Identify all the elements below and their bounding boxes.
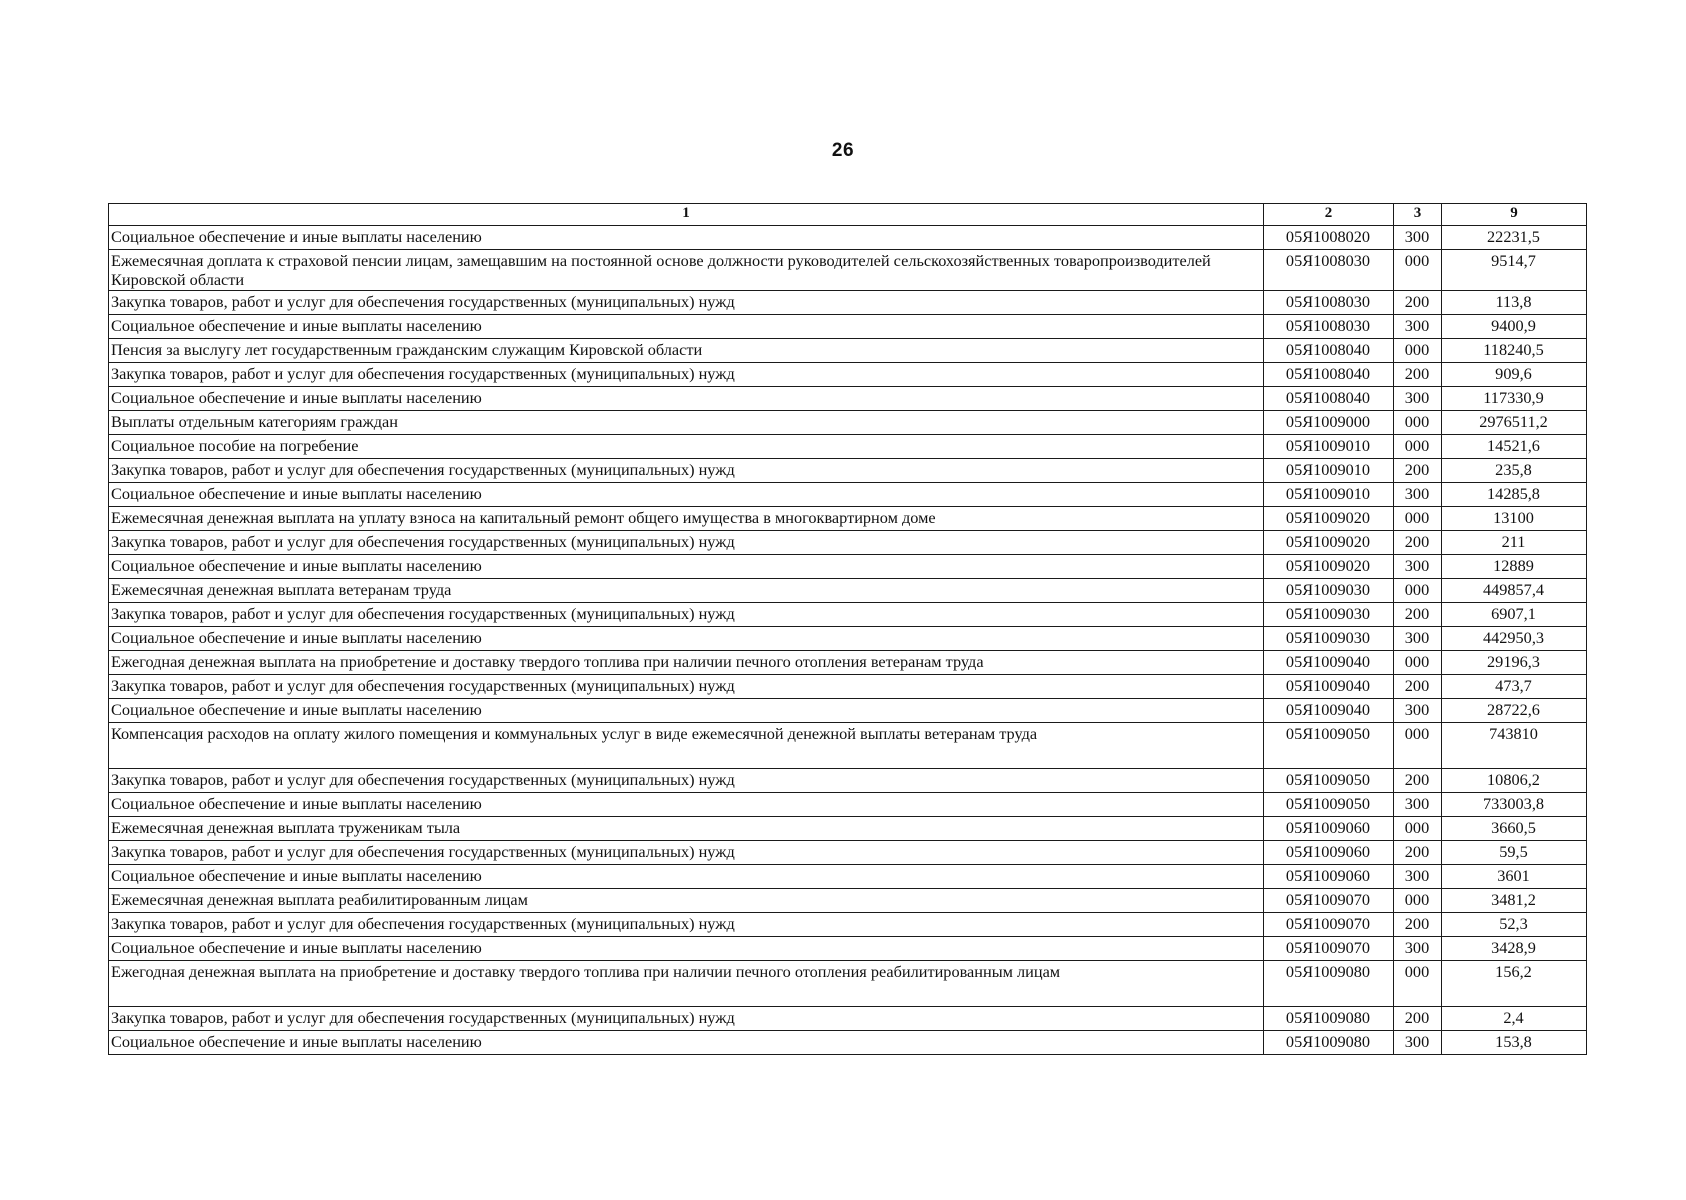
- row-name: Социальное обеспечение и иные выплаты населению: [109, 793, 1264, 817]
- table-row: [109, 913, 1587, 937]
- table-row: [109, 315, 1587, 339]
- row-name: Ежемесячная денежная выплата ветеранам труда: [109, 579, 1264, 603]
- row-code: 05Я1009020: [1264, 531, 1394, 555]
- row-code: 05Я1009020: [1264, 555, 1394, 579]
- row-name: Закупка товаров, работ и услуг для обеспечения государственных (муниципальных) нужд: [109, 363, 1264, 387]
- row-name: Социальное обеспечение и иные выплаты населению: [109, 1031, 1264, 1055]
- row-code: 05Я1009050: [1264, 769, 1394, 793]
- row-code: 05Я1009030: [1264, 603, 1394, 627]
- row-type: 000: [1394, 435, 1442, 459]
- table-row: [109, 769, 1587, 793]
- row-type: 300: [1394, 937, 1442, 961]
- row-code: 05Я1009030: [1264, 579, 1394, 603]
- row-type: 200: [1394, 913, 1442, 937]
- row-amount: 3660,5: [1442, 817, 1587, 841]
- row-type: 000: [1394, 507, 1442, 531]
- row-amount: 3428,9: [1442, 937, 1587, 961]
- row-name: Ежемесячная денежная выплата на уплату взноса на капитальный ремонт общего имущества в многоквартирном доме: [109, 507, 1264, 531]
- row-name: Социальное обеспечение и иные выплаты населению: [109, 627, 1264, 651]
- row-amount: 3481,2: [1442, 889, 1587, 913]
- row-code: 05Я1009050: [1264, 723, 1394, 769]
- row-amount: 449857,4: [1442, 579, 1587, 603]
- row-name: Закупка товаров, работ и услуг для обеспечения государственных (муниципальных) нужд: [109, 913, 1264, 937]
- row-amount: 909,6: [1442, 363, 1587, 387]
- row-amount: 12889: [1442, 555, 1587, 579]
- row-amount: 9400,9: [1442, 315, 1587, 339]
- row-type: 000: [1394, 339, 1442, 363]
- table-row: [109, 603, 1587, 627]
- row-amount: 14521,6: [1442, 435, 1587, 459]
- row-type: 200: [1394, 675, 1442, 699]
- row-code: 05Я1009080: [1264, 961, 1394, 1007]
- row-code: 05Я1008040: [1264, 387, 1394, 411]
- header-col-amount: 9: [1442, 204, 1587, 226]
- table-row: [109, 579, 1587, 603]
- row-amount: 14285,8: [1442, 483, 1587, 507]
- row-code: 05Я1009060: [1264, 865, 1394, 889]
- table-row: [109, 889, 1587, 913]
- row-name: Закупка товаров, работ и услуг для обеспечения государственных (муниципальных) нужд: [109, 841, 1264, 865]
- row-name: Закупка товаров, работ и услуг для обеспечения государственных (муниципальных) нужд: [109, 459, 1264, 483]
- table-row: [109, 226, 1587, 250]
- row-amount: 9514,7: [1442, 250, 1587, 291]
- row-type: 000: [1394, 723, 1442, 769]
- row-type: 200: [1394, 291, 1442, 315]
- row-name: Социальное обеспечение и иные выплаты населению: [109, 865, 1264, 889]
- row-code: 05Я1009060: [1264, 841, 1394, 865]
- table-row: [109, 627, 1587, 651]
- row-type: 000: [1394, 889, 1442, 913]
- row-type: 300: [1394, 793, 1442, 817]
- table-row: [109, 1031, 1587, 1055]
- row-type: 300: [1394, 387, 1442, 411]
- row-code: 05Я1008020: [1264, 226, 1394, 250]
- row-code: 05Я1009010: [1264, 483, 1394, 507]
- row-amount: 2976511,2: [1442, 411, 1587, 435]
- row-type: 000: [1394, 961, 1442, 1007]
- table-row: [109, 937, 1587, 961]
- row-name: Ежегодная денежная выплата на приобретение и доставку твердого топлива при наличии печного отопления ветеранам труда: [109, 651, 1264, 675]
- row-code: 05Я1009020: [1264, 507, 1394, 531]
- row-type: 000: [1394, 579, 1442, 603]
- table-row: [109, 483, 1587, 507]
- row-name: Закупка товаров, работ и услуг для обеспечения государственных (муниципальных) нужд: [109, 675, 1264, 699]
- table-row: [109, 507, 1587, 531]
- row-code: 05Я1009010: [1264, 435, 1394, 459]
- row-type: 300: [1394, 627, 1442, 651]
- row-name: Социальное пособие на погребение: [109, 435, 1264, 459]
- row-amount: 29196,3: [1442, 651, 1587, 675]
- table-row: [109, 435, 1587, 459]
- row-type: 200: [1394, 459, 1442, 483]
- table-row: [109, 363, 1587, 387]
- row-code: 05Я1008040: [1264, 363, 1394, 387]
- row-code: 05Я1009080: [1264, 1007, 1394, 1031]
- table-row: [109, 817, 1587, 841]
- row-code: 05Я1009070: [1264, 913, 1394, 937]
- row-name: Закупка товаров, работ и услуг для обеспечения государственных (муниципальных) нужд: [109, 531, 1264, 555]
- row-amount: 10806,2: [1442, 769, 1587, 793]
- table-row: [109, 531, 1587, 555]
- row-type: 300: [1394, 315, 1442, 339]
- row-name: Социальное обеспечение и иные выплаты населению: [109, 387, 1264, 411]
- row-code: 05Я1008030: [1264, 315, 1394, 339]
- table-row: [109, 339, 1587, 363]
- table-row: [109, 865, 1587, 889]
- row-code: 05Я1009040: [1264, 651, 1394, 675]
- table-row: [109, 723, 1587, 769]
- table-row: [109, 555, 1587, 579]
- row-code: 05Я1009080: [1264, 1031, 1394, 1055]
- row-amount: 13100: [1442, 507, 1587, 531]
- row-name: Закупка товаров, работ и услуг для обеспечения государственных (муниципальных) нужд: [109, 291, 1264, 315]
- table-row: [109, 250, 1587, 291]
- row-type: 300: [1394, 865, 1442, 889]
- row-type: 000: [1394, 250, 1442, 291]
- row-amount: 6907,1: [1442, 603, 1587, 627]
- row-name: Социальное обеспечение и иные выплаты населению: [109, 937, 1264, 961]
- row-name: Социальное обеспечение и иные выплаты населению: [109, 555, 1264, 579]
- row-name: Ежемесячная денежная выплата реабилитированным лицам: [109, 889, 1264, 913]
- row-name: Социальное обеспечение и иные выплаты населению: [109, 483, 1264, 507]
- row-type: 200: [1394, 531, 1442, 555]
- row-name: Компенсация расходов на оплату жилого помещения и коммунальных услуг в виде ежемесячной денежной выплаты ветеранам труда: [109, 723, 1264, 769]
- row-amount: 473,7: [1442, 675, 1587, 699]
- row-amount: 113,8: [1442, 291, 1587, 315]
- row-type: 300: [1394, 483, 1442, 507]
- row-code: 05Я1009070: [1264, 889, 1394, 913]
- row-name: Ежегодная денежная выплата на приобретение и доставку твердого топлива при наличии печного отопления реабилитированным лицам: [109, 961, 1264, 1007]
- row-amount: 28722,6: [1442, 699, 1587, 723]
- row-amount: 52,3: [1442, 913, 1587, 937]
- row-amount: 153,8: [1442, 1031, 1587, 1055]
- table-row: [109, 387, 1587, 411]
- row-type: 200: [1394, 841, 1442, 865]
- table-row: [109, 1007, 1587, 1031]
- row-name: Закупка товаров, работ и услуг для обеспечения государственных (муниципальных) нужд: [109, 603, 1264, 627]
- table-row: [109, 411, 1587, 435]
- table-row: [109, 699, 1587, 723]
- row-amount: 22231,5: [1442, 226, 1587, 250]
- row-code: 05Я1008030: [1264, 291, 1394, 315]
- row-code: 05Я1009070: [1264, 937, 1394, 961]
- row-amount: 2,4: [1442, 1007, 1587, 1031]
- row-type: 200: [1394, 363, 1442, 387]
- row-type: 000: [1394, 817, 1442, 841]
- table-row: [109, 675, 1587, 699]
- table-row: [109, 291, 1587, 315]
- row-type: 200: [1394, 1007, 1442, 1031]
- row-amount: 59,5: [1442, 841, 1587, 865]
- row-code: 05Я1008030: [1264, 250, 1394, 291]
- row-amount: 743810: [1442, 723, 1587, 769]
- row-name: Закупка товаров, работ и услуг для обеспечения государственных (муниципальных) нужд: [109, 1007, 1264, 1031]
- row-name: Социальное обеспечение и иные выплаты населению: [109, 699, 1264, 723]
- row-type: 300: [1394, 555, 1442, 579]
- table-body: [109, 226, 1587, 1055]
- row-amount: 211: [1442, 531, 1587, 555]
- row-code: 05Я1009030: [1264, 627, 1394, 651]
- row-amount: 156,2: [1442, 961, 1587, 1007]
- row-type: 200: [1394, 603, 1442, 627]
- table-header: [109, 204, 1587, 226]
- row-code: 05Я1009060: [1264, 817, 1394, 841]
- row-type: 000: [1394, 411, 1442, 435]
- row-name: Ежемесячная доплата к страховой пенсии лицам, замещавшим на постоянной основе должности руководителей сельскохозяйственных товаропроизводителей Кировской области: [109, 250, 1264, 291]
- row-name: Выплаты отдельным категориям граждан: [109, 411, 1264, 435]
- page-number: 26: [831, 140, 855, 161]
- row-code: 05Я1009010: [1264, 459, 1394, 483]
- row-code: 05Я1008040: [1264, 339, 1394, 363]
- row-type: 300: [1394, 226, 1442, 250]
- row-code: 05Я1009040: [1264, 699, 1394, 723]
- row-amount: 235,8: [1442, 459, 1587, 483]
- row-amount: 442950,3: [1442, 627, 1587, 651]
- row-type: 000: [1394, 651, 1442, 675]
- row-amount: 733003,8: [1442, 793, 1587, 817]
- header-col-code: 2: [1264, 204, 1394, 226]
- table-row: [109, 651, 1587, 675]
- header-row: [109, 204, 1587, 226]
- row-name: Пенсия за выслугу лет государственным гражданским служащим Кировской области: [109, 339, 1264, 363]
- table-row: [109, 793, 1587, 817]
- row-name: Социальное обеспечение и иные выплаты населению: [109, 226, 1264, 250]
- row-type: 300: [1394, 699, 1442, 723]
- header-col-name: 1: [109, 204, 1264, 226]
- row-amount: 118240,5: [1442, 339, 1587, 363]
- row-code: 05Я1009050: [1264, 793, 1394, 817]
- row-amount: 3601: [1442, 865, 1587, 889]
- table-row: [109, 961, 1587, 1007]
- table-row: [109, 841, 1587, 865]
- row-name: Закупка товаров, работ и услуг для обеспечения государственных (муниципальных) нужд: [109, 769, 1264, 793]
- table-row: [109, 459, 1587, 483]
- row-code: 05Я1009000: [1264, 411, 1394, 435]
- row-name: Ежемесячная денежная выплата труженикам тыла: [109, 817, 1264, 841]
- row-code: 05Я1009040: [1264, 675, 1394, 699]
- header-col-type: 3: [1394, 204, 1442, 226]
- row-name: Социальное обеспечение и иные выплаты населению: [109, 315, 1264, 339]
- row-type: 200: [1394, 769, 1442, 793]
- budget-table: [108, 203, 1587, 1055]
- row-type: 300: [1394, 1031, 1442, 1055]
- row-amount: 117330,9: [1442, 387, 1587, 411]
